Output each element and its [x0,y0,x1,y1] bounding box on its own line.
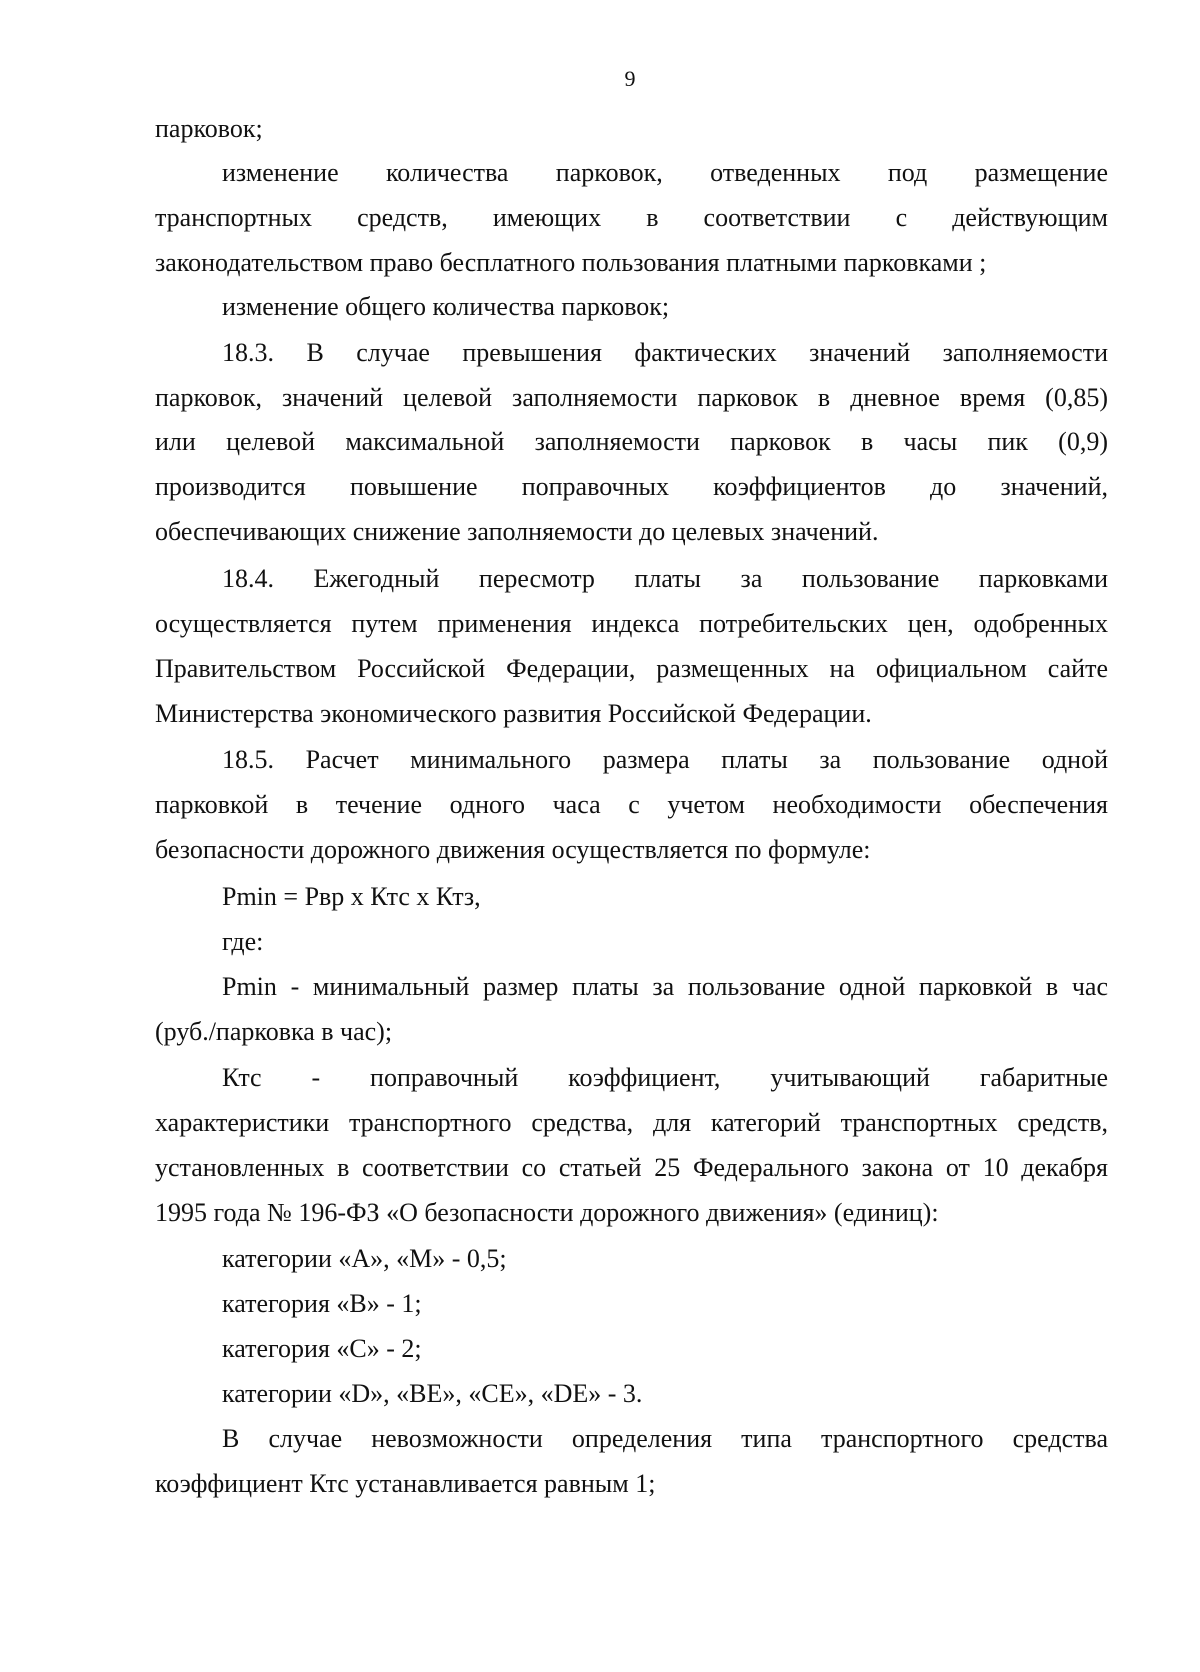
text-line: парковок, значений целевой заполняемости парковок в дневное время (0,85) [155,383,1108,412]
text-line: где: [222,927,264,956]
text-line: характеристики транспортного средства, для категорий транспортных средств, [155,1108,1108,1137]
text-line: Правительством Российской Федерации, размещенных на официальном сайте [155,654,1108,683]
text-line: 18.5. Расчет минимального размера платы за пользование одной [222,745,1108,774]
text-line: установленных в соответствии со статьей 25 Федерального закона от 10 декабря [155,1153,1108,1182]
text-line: Pmin - минимальный размер платы за пользование одной парковкой в час [222,972,1108,1001]
category-item: категория «С» - 2; [222,1334,422,1363]
text-line: транспортных средств, имеющих в соответствии с действующим [155,203,1108,232]
text-line: производится повышение поправочных коэффициентов до значений, [155,472,1108,501]
text-line: безопасности дорожного движения осуществляется по формуле: [155,835,871,864]
page-number: 9 [624,66,636,91]
text-line: В случае невозможности определения типа транспортного средства [222,1424,1108,1453]
text-line: изменение количества парковок, отведенных под размещение [222,158,1108,187]
text-line: коэффициент Ктс устанавливается равным 1; [155,1469,656,1498]
formula: Pmin = Рвр х Ктс х Ктз, [222,882,481,911]
text-line: или целевой максимальной заполняемости парковок в часы пик (0,9) [155,427,1108,456]
text-line: Ктс - поправочный коэффициент, учитывающий габаритные [222,1063,1108,1092]
text-line: 18.4. Ежегодный пересмотр платы за пользование парковками [222,564,1108,593]
text-line: изменение общего количества парковок; [222,292,670,321]
text-line: обеспечивающих снижение заполняемости до целевых значений. [155,517,879,546]
text-line: (руб./парковка в час); [155,1017,393,1046]
text-line: Министерства экономического развития Российской Федерации. [155,699,872,728]
category-item: категория «В» - 1; [222,1289,422,1318]
category-item: категории «А», «М» - 0,5; [222,1244,507,1273]
text-line: парковкой в течение одного часа с учетом необходимости обеспечения [155,790,1108,819]
text-line: парковок; [155,114,263,143]
text-line: законодательством право бесплатного пользования платными парковками ; [155,248,987,277]
text-line: 18.3. В случае превышения фактических значений заполняемости [222,338,1108,367]
category-item: категории «D», «BE», «СЕ», «DE» - 3. [222,1379,643,1408]
text-line: осуществляется путем применения индекса потребительских цен, одобренных [155,609,1108,638]
text-line: 1995 года № 196-ФЗ «О безопасности дорожного движения» (единиц): [155,1198,939,1227]
